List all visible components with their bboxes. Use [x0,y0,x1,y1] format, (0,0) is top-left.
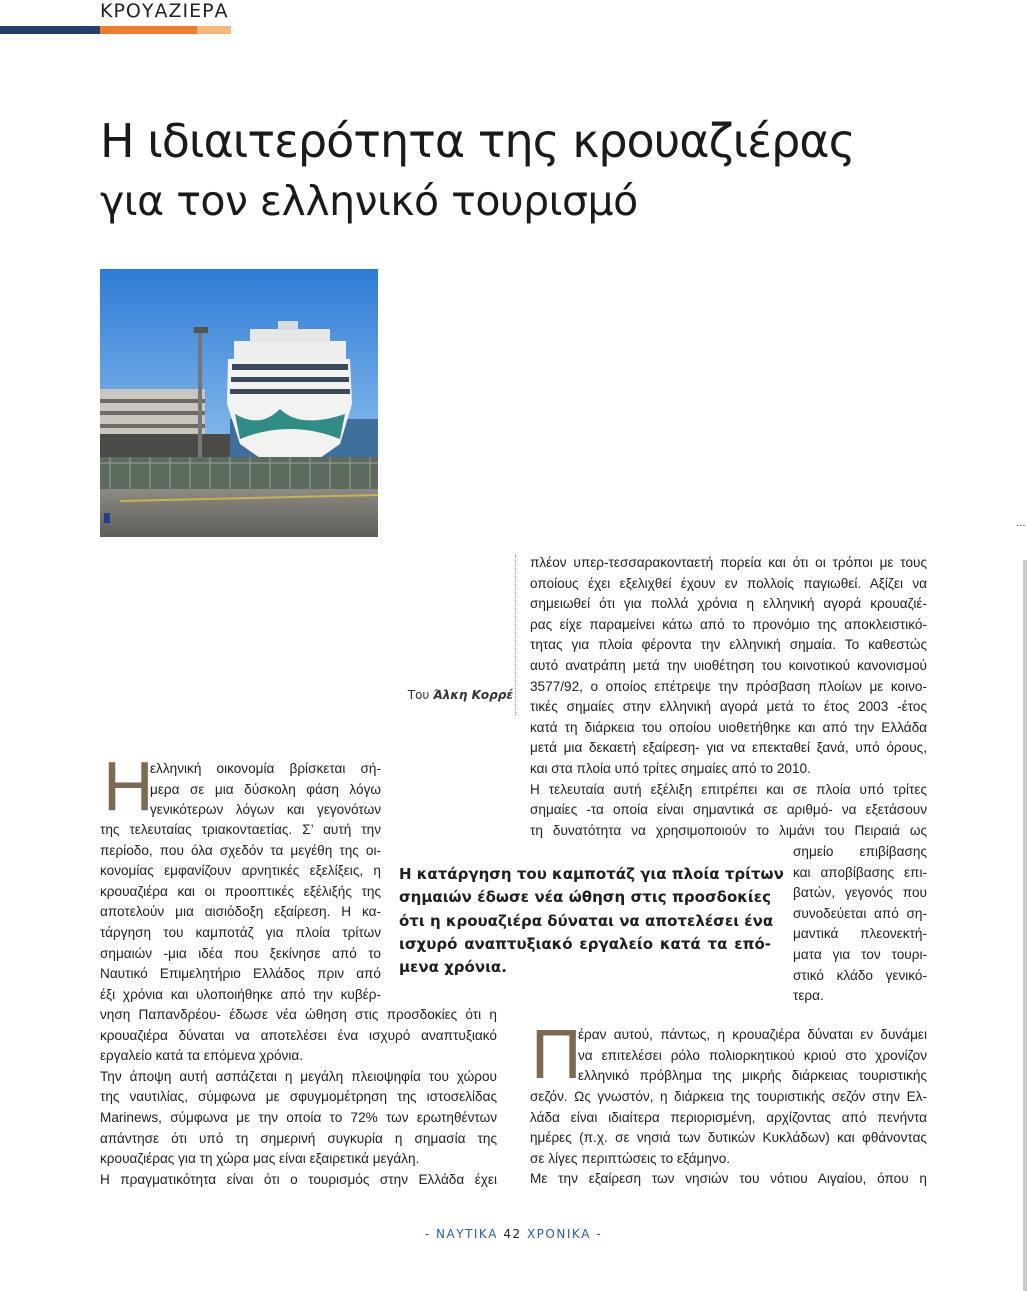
column-divider [515,555,516,715]
pull-quote-line: σημαιών έδωσε νέα ώθηση στις προσδοκίες [399,888,771,907]
text-line: Marinews, σύμφωνα με την οποία το 72% των ερωτηθέντων [100,1109,497,1125]
pull-quote-line: ισχυρό αναπτυξιακό εργαλείο κατά τα επό- [399,934,771,953]
header-bar-orange [100,26,197,34]
text-line: κρουαζιέρα δύναται να αποτελέσει ένα ισχυρό αναπτυξιακό [100,1027,497,1043]
text-line: σεζόν. Ως γνωστόν, η διάρκεια της τουριστικής σεζόν στην Ελ- [530,1089,927,1104]
text-line: βατών, γεγονός που [793,885,927,901]
text-line: γενικότερων λόγων και γεγονότων [150,802,381,818]
right-column-bottom [530,1087,927,1190]
text-line: μερα σε μια δύσκολη φάση λόγω [150,781,381,797]
text-line: έξι χρόνια και υλοποιήθηκε από την κυβέρ- [100,986,381,1002]
text-line: Ναυτικό Επιμελητήριο Ελλάδος πριν από [100,966,381,982]
folio-left: - ΝΑΥΤΙΚΑ [424,1227,499,1241]
right-dropcap: Π [531,1015,582,1093]
header-bar-peach [197,26,231,34]
text-line: 3577/92, ο οποίος επέτρεψε την πρόσβαση πλοίων με κοινο- [530,678,927,694]
text-line: Η τελευταία αυτή εξέλιξη επιτρέπει και σε πλοία υπό τρίτες [530,781,927,797]
text-line: κατά τη διάρκεια του οποίου υιοθετήθηκε και από την Ελλάδα [530,719,927,735]
text-line: και αποβίβασης επι- [793,864,927,880]
text-line: κονομίας εμφανίζουν αρνητικές εξελίξεις, η [100,863,381,879]
text-line: κρουαζιέρας για τη χώρα μας είναι εξαιρετικά μεγάλη. [100,1151,420,1167]
text-line: σημείο επιβίβασης [793,844,927,859]
right-column-narrow [793,842,927,1007]
text-line: νηση Παπανδρέου- έδωσε νέα ώθηση στις προσδοκίες ότι η [100,1007,497,1022]
text-line: Με την εξαίρεση των νησιών του νότιου Αιγαίου, όπου η [530,1171,927,1187]
text-line: σημειωθεί ότι για πολλά χρόνια η ελληνική αγορά κρουαζιέ- [530,596,927,612]
section-label: ΚΡΟΥΑΖΙΕΡΑ [100,0,229,22]
text-line: εργαλείο κατά τα επόμενα χρόνια. [100,1048,303,1064]
text-line: μαντικά πλεονεκτή- [793,926,927,942]
text-line: ελληνική οικονομία βρίσκεται σή- [150,761,381,776]
text-line: σε λίγες περιπτώσεις το εξάμηνο. [530,1150,731,1166]
edge-mark: ... [1016,518,1026,529]
text-line: σημαιών -μια ιδέα που ξεκίνησε από το [100,945,381,961]
text-line: κρουαζιέρα και οι προοπτικές εξέλιξής της [100,883,381,899]
text-line: τερα. [793,988,824,1004]
text-line: απάντησε ότι υπό τη σημερινή συγκυρία η σημασία της [100,1130,497,1146]
text-line: αυτό ανατράπη μετά την υιοθέτηση του κοινοτικού κανονισμού [530,657,927,673]
page-edge-rule [1023,560,1027,1291]
left-column-body [100,820,381,1005]
text-line: λάδα είναι ιδιαίτερα περιορισμένη, αρχίζοντας από πενήντα [530,1109,927,1125]
byline-author: Άλκη Κορρέ [433,688,513,702]
left-column-indented [150,759,381,821]
header-bar-navy [0,26,100,34]
left-column-wide [100,1005,497,1190]
byline [380,688,513,702]
text-line: ματα για τον τουρι- [793,946,927,962]
text-line: Την άποψη αυτή ασπάζεται η μεγάλη πλειοψηφία του χώρου [100,1068,497,1084]
text-line: αποτελούν μια αισιόδοξη εξαίρεση. Η κα- [100,904,381,920]
text-line: συνοδεύεται από ση- [793,905,927,921]
folio-right: ΧΡΟΝΙΚΑ - [526,1227,603,1241]
text-line: ελληνικό πρόβλημα της μικρής διάρκειας τουριστικής [578,1068,927,1084]
text-line: μετά μια δεκαετή εξαίρεση- για να επεκταθεί ξανά, υπό όρους, [530,740,927,756]
text-line: Η πραγματικότητα είναι ότι ο τουρισμός στην Ελλάδα έχει [100,1171,497,1187]
text-line: τάργηση του καμποτάζ για πλοία τρίτων [100,924,381,940]
text-line: οποίους έχει εξελιχθεί έχουν εν πολλοίς παγιωθεί. Αξίζει να [530,575,927,591]
pull-quote-line: ότι η κρουαζιέρα δύναται να αποτελέσει ένα [399,911,774,930]
article-title [100,110,900,230]
byline-prefix: Του [407,688,434,702]
text-line: τητας για πλοία φέροντα την ελληνική σημαία. Το καθεστώς [530,637,927,653]
text-line: πλέον υπερ-τεσσαρακονταετή πορεία και ότι οι τρόποι με τους [530,555,927,570]
left-dropcap: Η [103,747,154,825]
text-line: στικό κλάδο γενικό- [793,967,927,983]
text-line: της ναυτιλίας, σύμφωνα με σφυγμομέτρηση της ιστοσελίδας [100,1089,497,1105]
text-line: της τελευταίας τριακονταετίας. Σ’ αυτή την [100,822,381,837]
text-line: τη δυνατότητα να χρησιμοποιούν το λιμάνι του Πειραιά ως [530,822,927,838]
right-column-indented [578,1025,927,1087]
title-line-1: Η ιδιαιτερότητα της κρουαζιέρας [100,114,855,168]
title-line-2: για τον ελληνικό τουρισμό [100,177,638,225]
text-line: τικές σημαίες στην ελληνική αγορά μετά το έτος 2003 -έτος [530,699,927,715]
text-line: ημέρες (π.χ. σε νησιά των δυτικών Κυκλάδων) και φθάνοντας [530,1130,927,1146]
text-line: και στα πλοία υπό τρίτες σημαίες από το 2010. [530,760,811,776]
text-line: έραν αυτού, πάντως, η κρουαζιέρα δύναται εν δυνάμει [578,1027,927,1042]
cruise-ship-photo [100,269,378,537]
text-line: σημαίες -τα οποία είναι σημαντικά σε αριθμό- να εξετάσουν [530,802,927,818]
pull-quote-line: Η κατάργηση του καμποτάζ για πλοία τρίτων [399,865,784,883]
folio [0,1227,1027,1241]
text-line: να επιτελέσει ρόλο πολιορκητικού κριού στο χρονίζον [578,1047,927,1063]
page-number: 42 [503,1227,522,1241]
pull-quote-line: μενα χρόνια. [399,958,507,977]
text-line: περίοδο, που όλα σχεδόν τα μεγέθη της οι- [100,842,381,858]
right-column-top [530,553,927,841]
pull-quote [399,863,784,979]
text-line: ρας είχε παραμείνει κάτω από το προνόμιο της αποκλειστικό- [530,616,927,632]
